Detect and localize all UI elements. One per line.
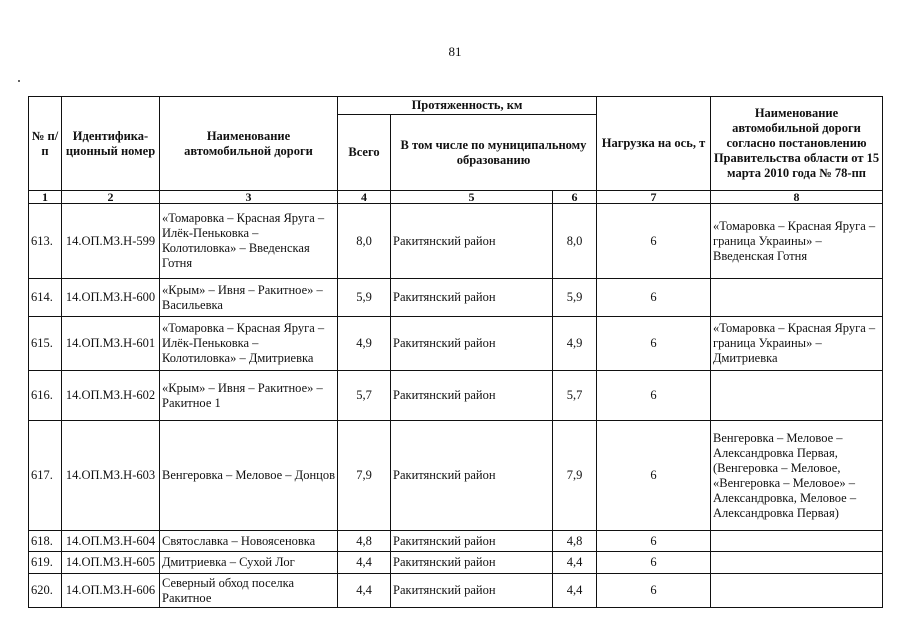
cell-total-km: 4,4 bbox=[338, 552, 391, 574]
header-num: № п/п bbox=[29, 97, 62, 191]
cell-id: 14.ОП.МЗ.Н-605 bbox=[62, 552, 160, 574]
cell-road-name: Дмитриевка – Сухой Лог bbox=[160, 552, 338, 574]
cell-axle-load: 6 bbox=[597, 371, 711, 421]
table-body bbox=[29, 204, 883, 608]
cell-official-name bbox=[711, 574, 883, 608]
cell-road-name: «Томаровка – Красная Яруга – Илёк-Пеньковка – Колотиловка» – Введенская Готня bbox=[160, 204, 338, 279]
cell-id: 14.ОП.МЗ.Н-599 bbox=[62, 204, 160, 279]
cell-axle-load: 6 bbox=[597, 204, 711, 279]
cell-id: 14.ОП.МЗ.Н-601 bbox=[62, 317, 160, 371]
cell-axle-load: 6 bbox=[597, 574, 711, 608]
column-number: 7 bbox=[597, 191, 711, 204]
column-number: 8 bbox=[711, 191, 883, 204]
cell-road-name: Святославка – Новоясеновка bbox=[160, 531, 338, 552]
cell-district: Ракитянский район bbox=[391, 371, 553, 421]
cell-district-km: 4,8 bbox=[553, 531, 597, 552]
cell-district: Ракитянский район bbox=[391, 204, 553, 279]
cell-id: 14.ОП.МЗ.Н-600 bbox=[62, 279, 160, 317]
cell-num: 614. bbox=[29, 279, 62, 317]
cell-id: 14.ОП.МЗ.Н-604 bbox=[62, 531, 160, 552]
header-by-municipality: В том числе по муниципальному образованию bbox=[391, 115, 597, 191]
table-row bbox=[29, 317, 883, 371]
cell-total-km: 7,9 bbox=[338, 421, 391, 531]
cell-district-km: 8,0 bbox=[553, 204, 597, 279]
cell-num: 615. bbox=[29, 317, 62, 371]
cell-total-km: 4,8 bbox=[338, 531, 391, 552]
cell-total-km: 8,0 bbox=[338, 204, 391, 279]
cell-num: 618. bbox=[29, 531, 62, 552]
column-number: 6 bbox=[553, 191, 597, 204]
cell-official-name: «Томаровка – Красная Яруга – граница Украины» – Введенская Готня bbox=[711, 204, 883, 279]
cell-id: 14.ОП.МЗ.Н-602 bbox=[62, 371, 160, 421]
cell-district: Ракитянский район bbox=[391, 574, 553, 608]
cell-official-name bbox=[711, 531, 883, 552]
table-row bbox=[29, 204, 883, 279]
table-row bbox=[29, 371, 883, 421]
cell-num: 617. bbox=[29, 421, 62, 531]
cell-axle-load: 6 bbox=[597, 531, 711, 552]
cell-district: Ракитянский район bbox=[391, 421, 553, 531]
table-row bbox=[29, 531, 883, 552]
cell-axle-load: 6 bbox=[597, 552, 711, 574]
cell-official-name bbox=[711, 552, 883, 574]
scan-speck bbox=[18, 80, 20, 82]
table-header bbox=[29, 97, 883, 204]
cell-num: 616. bbox=[29, 371, 62, 421]
header-id: Идентифика-ционный номер bbox=[62, 97, 160, 191]
cell-district: Ракитянский район bbox=[391, 279, 553, 317]
table-row bbox=[29, 421, 883, 531]
cell-official-name: Венгеровка – Меловое – Александровка Первая, (Венгеровка – Меловое, «Венгеровка – Меловое» – Александровка, Меловое – Александровка Первая) bbox=[711, 421, 883, 531]
cell-official-name bbox=[711, 279, 883, 317]
cell-official-name: «Томаровка – Красная Яруга – граница Украины» – Дмитриевка bbox=[711, 317, 883, 371]
cell-district: Ракитянский район bbox=[391, 317, 553, 371]
cell-num: 613. bbox=[29, 204, 62, 279]
cell-road-name: «Томаровка – Красная Яруга – Илёк-Пеньковка – Колотиловка» – Дмитриевка bbox=[160, 317, 338, 371]
column-number: 1 bbox=[29, 191, 62, 204]
cell-id: 14.ОП.МЗ.Н-606 bbox=[62, 574, 160, 608]
page-number: 81 bbox=[448, 44, 462, 59]
column-number: 2 bbox=[62, 191, 160, 204]
cell-district-km: 4,9 bbox=[553, 317, 597, 371]
cell-district-km: 7,9 bbox=[553, 421, 597, 531]
header-axle-load: Нагрузка на ось, т bbox=[597, 97, 711, 191]
header-official-name: Наименование автомобильной дороги согласно постановлению Правительства области от 15 марта 2010 года № 78-пп bbox=[711, 97, 883, 191]
cell-id: 14.ОП.МЗ.Н-603 bbox=[62, 421, 160, 531]
table-row bbox=[29, 279, 883, 317]
cell-road-name: Северный обход поселка Ракитное bbox=[160, 574, 338, 608]
cell-total-km: 4,4 bbox=[338, 574, 391, 608]
cell-district: Ракитянский район bbox=[391, 531, 553, 552]
cell-road-name: «Крым» – Ивня – Ракитное» – Ракитное 1 bbox=[160, 371, 338, 421]
cell-axle-load: 6 bbox=[597, 421, 711, 531]
cell-district-km: 4,4 bbox=[553, 574, 597, 608]
cell-district-km: 4,4 bbox=[553, 552, 597, 574]
cell-district: Ракитянский район bbox=[391, 552, 553, 574]
cell-district-km: 5,9 bbox=[553, 279, 597, 317]
header-total: Всего bbox=[338, 115, 391, 191]
column-number-row bbox=[29, 191, 883, 204]
cell-district-km: 5,7 bbox=[553, 371, 597, 421]
column-number: 5 bbox=[391, 191, 553, 204]
table-row bbox=[29, 574, 883, 608]
cell-total-km: 4,9 bbox=[338, 317, 391, 371]
road-registry-table bbox=[28, 96, 883, 608]
cell-axle-load: 6 bbox=[597, 317, 711, 371]
cell-road-name: «Крым» – Ивня – Ракитное» – Васильевка bbox=[160, 279, 338, 317]
cell-axle-load: 6 bbox=[597, 279, 711, 317]
column-number: 3 bbox=[160, 191, 338, 204]
cell-total-km: 5,9 bbox=[338, 279, 391, 317]
cell-num: 619. bbox=[29, 552, 62, 574]
cell-road-name: Венгеровка – Меловое – Донцов bbox=[160, 421, 338, 531]
table-row bbox=[29, 552, 883, 574]
cell-official-name bbox=[711, 371, 883, 421]
column-number: 4 bbox=[338, 191, 391, 204]
header-road-name: Наименование автомобильной дороги bbox=[160, 97, 338, 191]
cell-num: 620. bbox=[29, 574, 62, 608]
cell-total-km: 5,7 bbox=[338, 371, 391, 421]
header-length-group: Протяженность, км bbox=[338, 97, 597, 115]
